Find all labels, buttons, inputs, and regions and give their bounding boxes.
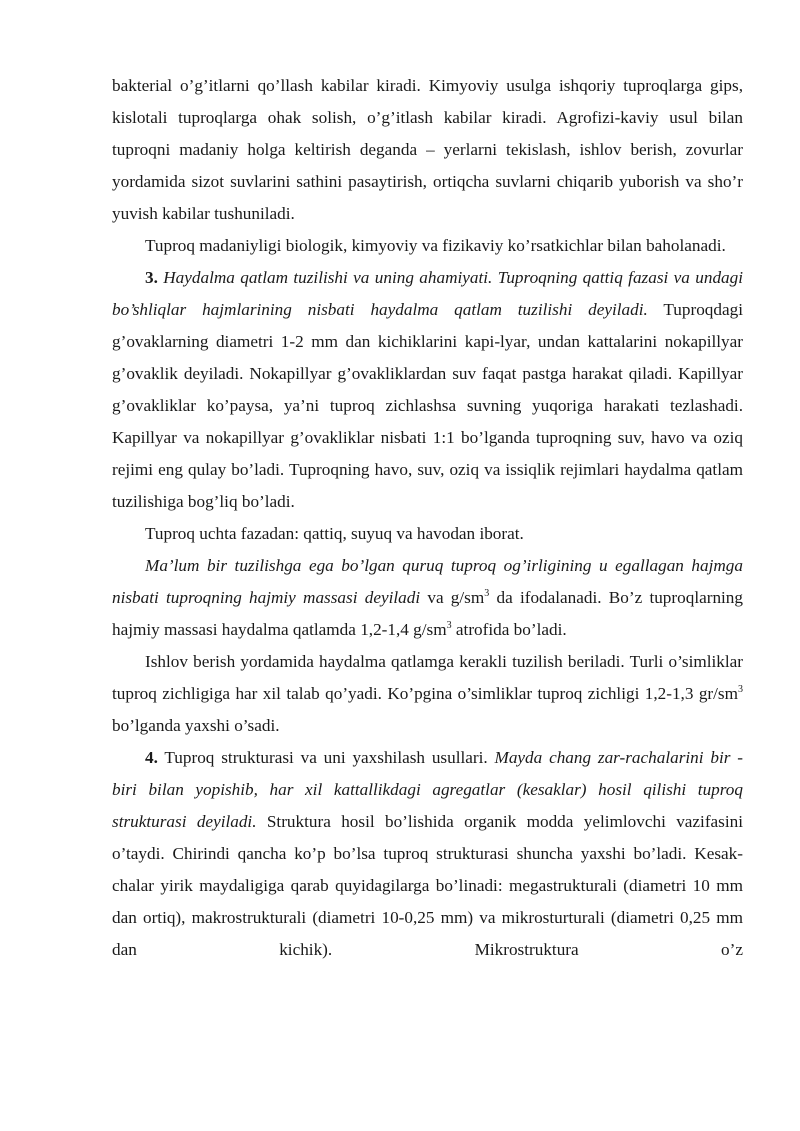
paragraph-tillage	[112, 646, 743, 742]
paragraph-text: Struktura hosil bo’lishida organik modda yelimlovchi vazifasini o’taydi. Chirindi qancha ko’p bo’lsa tuproq strukturasi shuncha yaxshi bo’ladi. Kesak-chalar yirik maydaligiga qarab quyidagilarga bo’linadi: megastrukturali (diametri 10 mm dan ortiq), makrostrukturali (diametri 10-0,25 mm) va mikrosturturali (diametri 0,25 mm dan kichik). Mikrostruktura o’z	[112, 812, 744, 959]
paragraph-text: Tuproq uchta fazadan: qattiq, suyuq va havodan iborat.	[145, 524, 524, 543]
paragraph-text: Tuproq madaniyligi biologik, kimyoviy va fizikaviy ko’rsatkichlar bilan baholanadi.	[145, 236, 726, 255]
paragraph-text: atrofida bo’ladi.	[455, 620, 567, 639]
section-definition: Haydalma qatlam tuzilishi va uning ahamiyati. Tuproqning qattiq fazasi va undagi bo’shliqlar hajmlarining nisbati haydalma qatlam tuzilishi deyiladi.	[112, 268, 743, 319]
paragraph-text: bakterial o’g’itlarni qo’llash kabilar kiradi. Kimyoviy usulga ishqoriy tuproqlarga gips, kislotali tuproqlarga ohak solish, o’g’itlash kabilar kiradi. Agrofizi-kaviy usul bilan tuproqni madaniy holga keltirish deganda – yerlarni tekislash, ishlov berish, zovurlar yordamida sizot suvlarini sathini pasaytirish, ortiqcha suvlarni chiqarib yuborish va sho’r yuvish kabilar tushuniladi.	[112, 76, 743, 223]
document-page	[112, 70, 743, 966]
bulk-density-definition: Ma’lum bir tuzilishga ega bo’lgan quruq tuproq og’irligining u egallagan hajmga nisbati tuproqning hajmiy massasi deyiladi	[112, 556, 743, 607]
paragraph-bulk-density	[112, 550, 743, 646]
paragraph-soil-phases	[112, 518, 743, 550]
paragraph-text: va g/sm	[427, 588, 485, 607]
paragraph-soil-structure	[112, 742, 743, 966]
section-number: 3.	[145, 268, 158, 287]
paragraph-text: bo’lganda yaxshi o’sadi.	[112, 716, 280, 735]
section-heading: Tuproq strukturasi va uni yaxshilash usullari.	[164, 748, 488, 767]
paragraph-soil-culture-indicators	[112, 230, 743, 262]
superscript: 3	[446, 620, 452, 631]
paragraph-text: da ifodalanadi. Bo’z tuproqlarning hajmiy massasi haydalma qatlamda 1,2-1,4 g/sm	[112, 588, 743, 639]
superscript: 3	[484, 588, 490, 599]
paragraph-text: Ishlov berish yordamida haydalma qatlamga kerakli tuzilish beriladi. Turli o’simliklar tuproq zichligiga har xil talab qo’yadi. Ko’pgina o’simliklar tuproq zichligi 1,2-1,3 gr/sm	[112, 652, 743, 703]
section-number: 4.	[145, 748, 158, 767]
paragraph-cultivation-methods	[112, 70, 743, 230]
paragraph-arable-layer-structure	[112, 262, 743, 518]
paragraph-text: Tuproqdagi g’ovaklarning diametri 1-2 mm dan kichiklarini kapi-lyar, undan kattalarini nokapillyar g’ovaklik deyiladi. Nokapillyar g’ovakliklardan suv faqat pastga harakat qiladi. Kapillyar g’ovakliklar ko’paysa, ya’ni tuproq zichlashsa suvning yuqoriga harakati tezlashadi. Kapillyar va nokapillyar g’ovakliklar nisbati 1:1 bo’lganda tuproqning suv, havo va oziq rejimi eng qulay bo’ladi. Tuproqning havo, suv, oziq va issiqlik rejimlari haydalma qatlam tuzilishiga bog’liq bo’ladi.	[112, 300, 743, 511]
superscript: 3	[738, 684, 743, 695]
soil-structure-definition: Mayda chang zar-rachalarini bir - biri bilan yopishib, har xil kattallikdagi agregatlar (kesaklar) hosil qilishi tuproq strukturasi deyiladi.	[112, 748, 743, 831]
